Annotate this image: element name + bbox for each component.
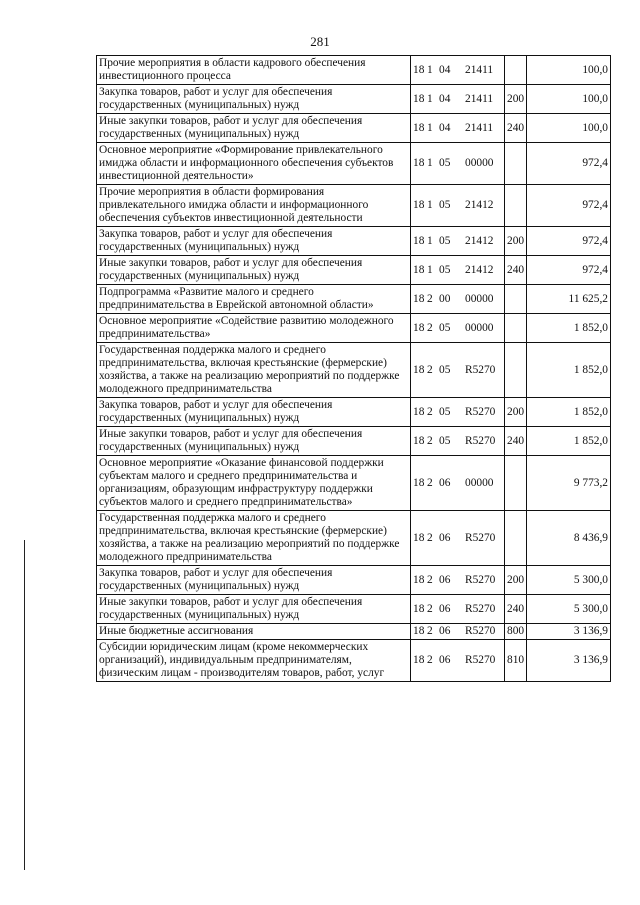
code-part-c3: 04 [439,121,451,134]
target-code [411,398,505,427]
expense-type-code [505,456,527,511]
table-row [97,256,611,285]
item-name: Государственная поддержка малого и среднего предпринимательства, включая крестьянские (фермерские) хозяйства, а также на реализацию мероприятий по поддержке молодежного предпринимательства [97,343,411,398]
item-name: Закупка товаров, работ и услуг для обеспечения государственных (муниципальных) нужд [97,566,411,595]
expense-type-code: 810 [505,640,527,682]
code-part-c1: 18 [413,434,425,447]
target-code [411,227,505,256]
code-part-c4: R5270 [465,405,496,418]
code-part-c3: 06 [439,625,451,637]
code-part-c4: 00000 [465,292,494,305]
code-part-c1: 18 [413,121,425,134]
item-name: Иные закупки товаров, работ и услуг для обеспечения государственных (муниципальных) нужд [97,114,411,143]
expense-type-code: 200 [505,566,527,595]
expense-type-code: 240 [505,114,527,143]
code-part-c3: 05 [439,405,451,418]
code-part-c4: 21411 [465,92,494,105]
target-code [411,185,505,227]
code-part-c4: 21412 [465,234,494,247]
item-name: Иные закупки товаров, работ и услуг для обеспечения государственных (муниципальных) нужд [97,427,411,456]
code-part-c4: 00000 [465,321,494,334]
target-code [411,85,505,114]
code-part-c2: 2 [427,476,433,489]
code-part-c3: 05 [439,263,451,276]
expense-type-code: 200 [505,85,527,114]
expense-type-code: 240 [505,595,527,624]
code-part-c4: R5270 [465,654,496,666]
code-part-c2: 1 [427,157,433,169]
table-row [97,511,611,566]
table-row [97,143,611,185]
code-part-c3: 04 [439,63,451,76]
code-part-c2: 1 [427,121,433,134]
item-name: Основное мероприятие «Оказание финансовой поддержки субъектам малого и среднего предпринимательства и организациям, образующим инфраструктуру поддержки субъектов малого и среднего предпринимательства» [97,456,411,511]
code-part-c3: 05 [439,363,451,376]
amount: 972,4 [527,185,611,227]
item-name: Закупка товаров, работ и услуг для обеспечения государственных (муниципальных) нужд [97,85,411,114]
target-code [411,143,505,185]
code-part-c3: 04 [439,92,451,105]
code-part-c3: 06 [439,602,451,615]
amount: 1 852,0 [527,314,611,343]
code-part-c3: 05 [439,157,451,169]
expense-type-code: 240 [505,427,527,456]
expense-type-code [505,185,527,227]
code-part-c1: 18 [413,573,425,586]
expense-type-code: 240 [505,256,527,285]
code-part-c2: 2 [427,531,433,544]
item-name: Субсидии юридическим лицам (кроме некоммерческих организаций), индивидуальным предпринимателям, физическим лицам - производителям товаров, работ, услуг [97,640,411,682]
table-row [97,185,611,227]
code-part-c2: 2 [427,363,433,376]
code-part-c1: 18 [413,405,425,418]
code-part-c1: 18 [413,602,425,615]
table-row [97,285,611,314]
code-part-c3: 05 [439,234,451,247]
code-part-c2: 1 [427,92,433,105]
item-name: Закупка товаров, работ и услуг для обеспечения государственных (муниципальных) нужд [97,398,411,427]
expense-type-code [505,56,527,85]
code-part-c1: 18 [413,199,425,211]
code-part-c4: R5270 [465,531,496,544]
code-part-c1: 18 [413,476,425,489]
code-part-c1: 18 [413,263,425,276]
code-part-c2: 1 [427,234,433,247]
target-code [411,56,505,85]
target-code [411,640,505,682]
code-part-c2: 2 [427,602,433,615]
target-code [411,566,505,595]
table-row [97,624,611,640]
amount: 1 852,0 [527,343,611,398]
code-part-c2: 1 [427,63,433,76]
target-code [411,256,505,285]
expense-type-code: 200 [505,227,527,256]
item-name: Иные закупки товаров, работ и услуг для обеспечения государственных (муниципальных) нужд [97,595,411,624]
code-part-c2: 2 [427,573,433,586]
table-row [97,227,611,256]
amount: 11 625,2 [527,285,611,314]
code-part-c3: 05 [439,199,451,211]
code-part-c4: 21411 [465,121,494,134]
table-row [97,398,611,427]
code-part-c1: 18 [413,292,425,305]
table-row [97,456,611,511]
target-code [411,456,505,511]
code-part-c2: 1 [427,263,433,276]
code-part-c3: 06 [439,654,451,666]
amount: 972,4 [527,227,611,256]
expense-type-code [505,285,527,314]
target-code [411,427,505,456]
item-name: Подпрограмма «Развитие малого и среднего предпринимательства в Еврейской автономной области» [97,285,411,314]
amount: 1 852,0 [527,427,611,456]
item-name: Основное мероприятие «Формирование привлекательного имиджа области и информационного обеспечения субъектов инвестиционной деятельности» [97,143,411,185]
table-row [97,114,611,143]
table-row [97,595,611,624]
amount: 100,0 [527,114,611,143]
amount: 3 136,9 [527,640,611,682]
expense-type-code [505,511,527,566]
amount: 3 136,9 [527,624,611,640]
code-part-c4: R5270 [465,625,496,637]
code-part-c2: 1 [427,199,433,211]
amount: 100,0 [527,56,611,85]
amount: 9 773,2 [527,456,611,511]
code-part-c3: 00 [439,292,451,305]
code-part-c1: 18 [413,363,425,376]
expense-type-code [505,314,527,343]
code-part-c1: 18 [413,63,425,76]
code-part-c1: 18 [413,92,425,105]
code-part-c2: 2 [427,405,433,418]
target-code [411,343,505,398]
code-part-c1: 18 [413,531,425,544]
target-code [411,511,505,566]
scan-margin-line [24,540,25,870]
item-name: Основное мероприятие «Содействие развитию молодежного предпринимательства» [97,314,411,343]
item-name: Прочие мероприятия в области формирования привлекательного имиджа области и информационного обеспечения субъектов инвестиционной деятельности [97,185,411,227]
table-row [97,427,611,456]
target-code [411,624,505,640]
amount: 972,4 [527,256,611,285]
code-part-c1: 18 [413,654,425,666]
code-part-c1: 18 [413,234,425,247]
target-code [411,114,505,143]
amount: 972,4 [527,143,611,185]
table-row [97,314,611,343]
item-name: Иные бюджетные ассигнования [97,624,411,640]
table-row [97,640,611,682]
item-name: Прочие мероприятия в области кадрового обеспечения инвестиционного процесса [97,56,411,85]
page-number: 281 [310,34,330,49]
table-row [97,566,611,595]
item-name: Государственная поддержка малого и среднего предпринимательства, включая крестьянские (фермерские) хозяйства, а также на реализацию мероприятий по поддержке молодежного предпринимательства [97,511,411,566]
amount: 8 436,9 [527,511,611,566]
item-name: Иные закупки товаров, работ и услуг для обеспечения государственных (муниципальных) нужд [97,256,411,285]
code-part-c4: 00000 [465,157,494,169]
code-part-c4: 21412 [465,263,494,276]
expense-type-code: 200 [505,398,527,427]
code-part-c4: R5270 [465,573,496,586]
amount: 100,0 [527,85,611,114]
code-part-c2: 2 [427,321,433,334]
expense-type-code: 800 [505,624,527,640]
code-part-c4: 00000 [465,476,494,489]
code-part-c4: 21411 [465,63,494,76]
target-code [411,314,505,343]
amount: 5 300,0 [527,566,611,595]
code-part-c4: R5270 [465,602,496,615]
expense-type-code [505,343,527,398]
item-name: Закупка товаров, работ и услуг для обеспечения государственных (муниципальных) нужд [97,227,411,256]
amount: 1 852,0 [527,398,611,427]
amount: 5 300,0 [527,595,611,624]
code-part-c3: 06 [439,573,451,586]
table-row [97,56,611,85]
target-code [411,595,505,624]
code-part-c1: 18 [413,625,425,637]
code-part-c1: 18 [413,321,425,334]
code-part-c3: 05 [439,321,451,334]
code-part-c1: 18 [413,157,425,169]
code-part-c2: 2 [427,292,433,305]
code-part-c3: 05 [439,434,451,447]
code-part-c3: 06 [439,531,451,544]
code-part-c2: 2 [427,654,433,666]
code-part-c4: R5270 [465,363,496,376]
target-code [411,285,505,314]
code-part-c4: R5270 [465,434,496,447]
budget-table [96,55,611,682]
code-part-c3: 06 [439,476,451,489]
table-row [97,85,611,114]
code-part-c2: 2 [427,625,433,637]
code-part-c2: 2 [427,434,433,447]
code-part-c4: 21412 [465,199,494,211]
table-row [97,343,611,398]
expense-type-code [505,143,527,185]
